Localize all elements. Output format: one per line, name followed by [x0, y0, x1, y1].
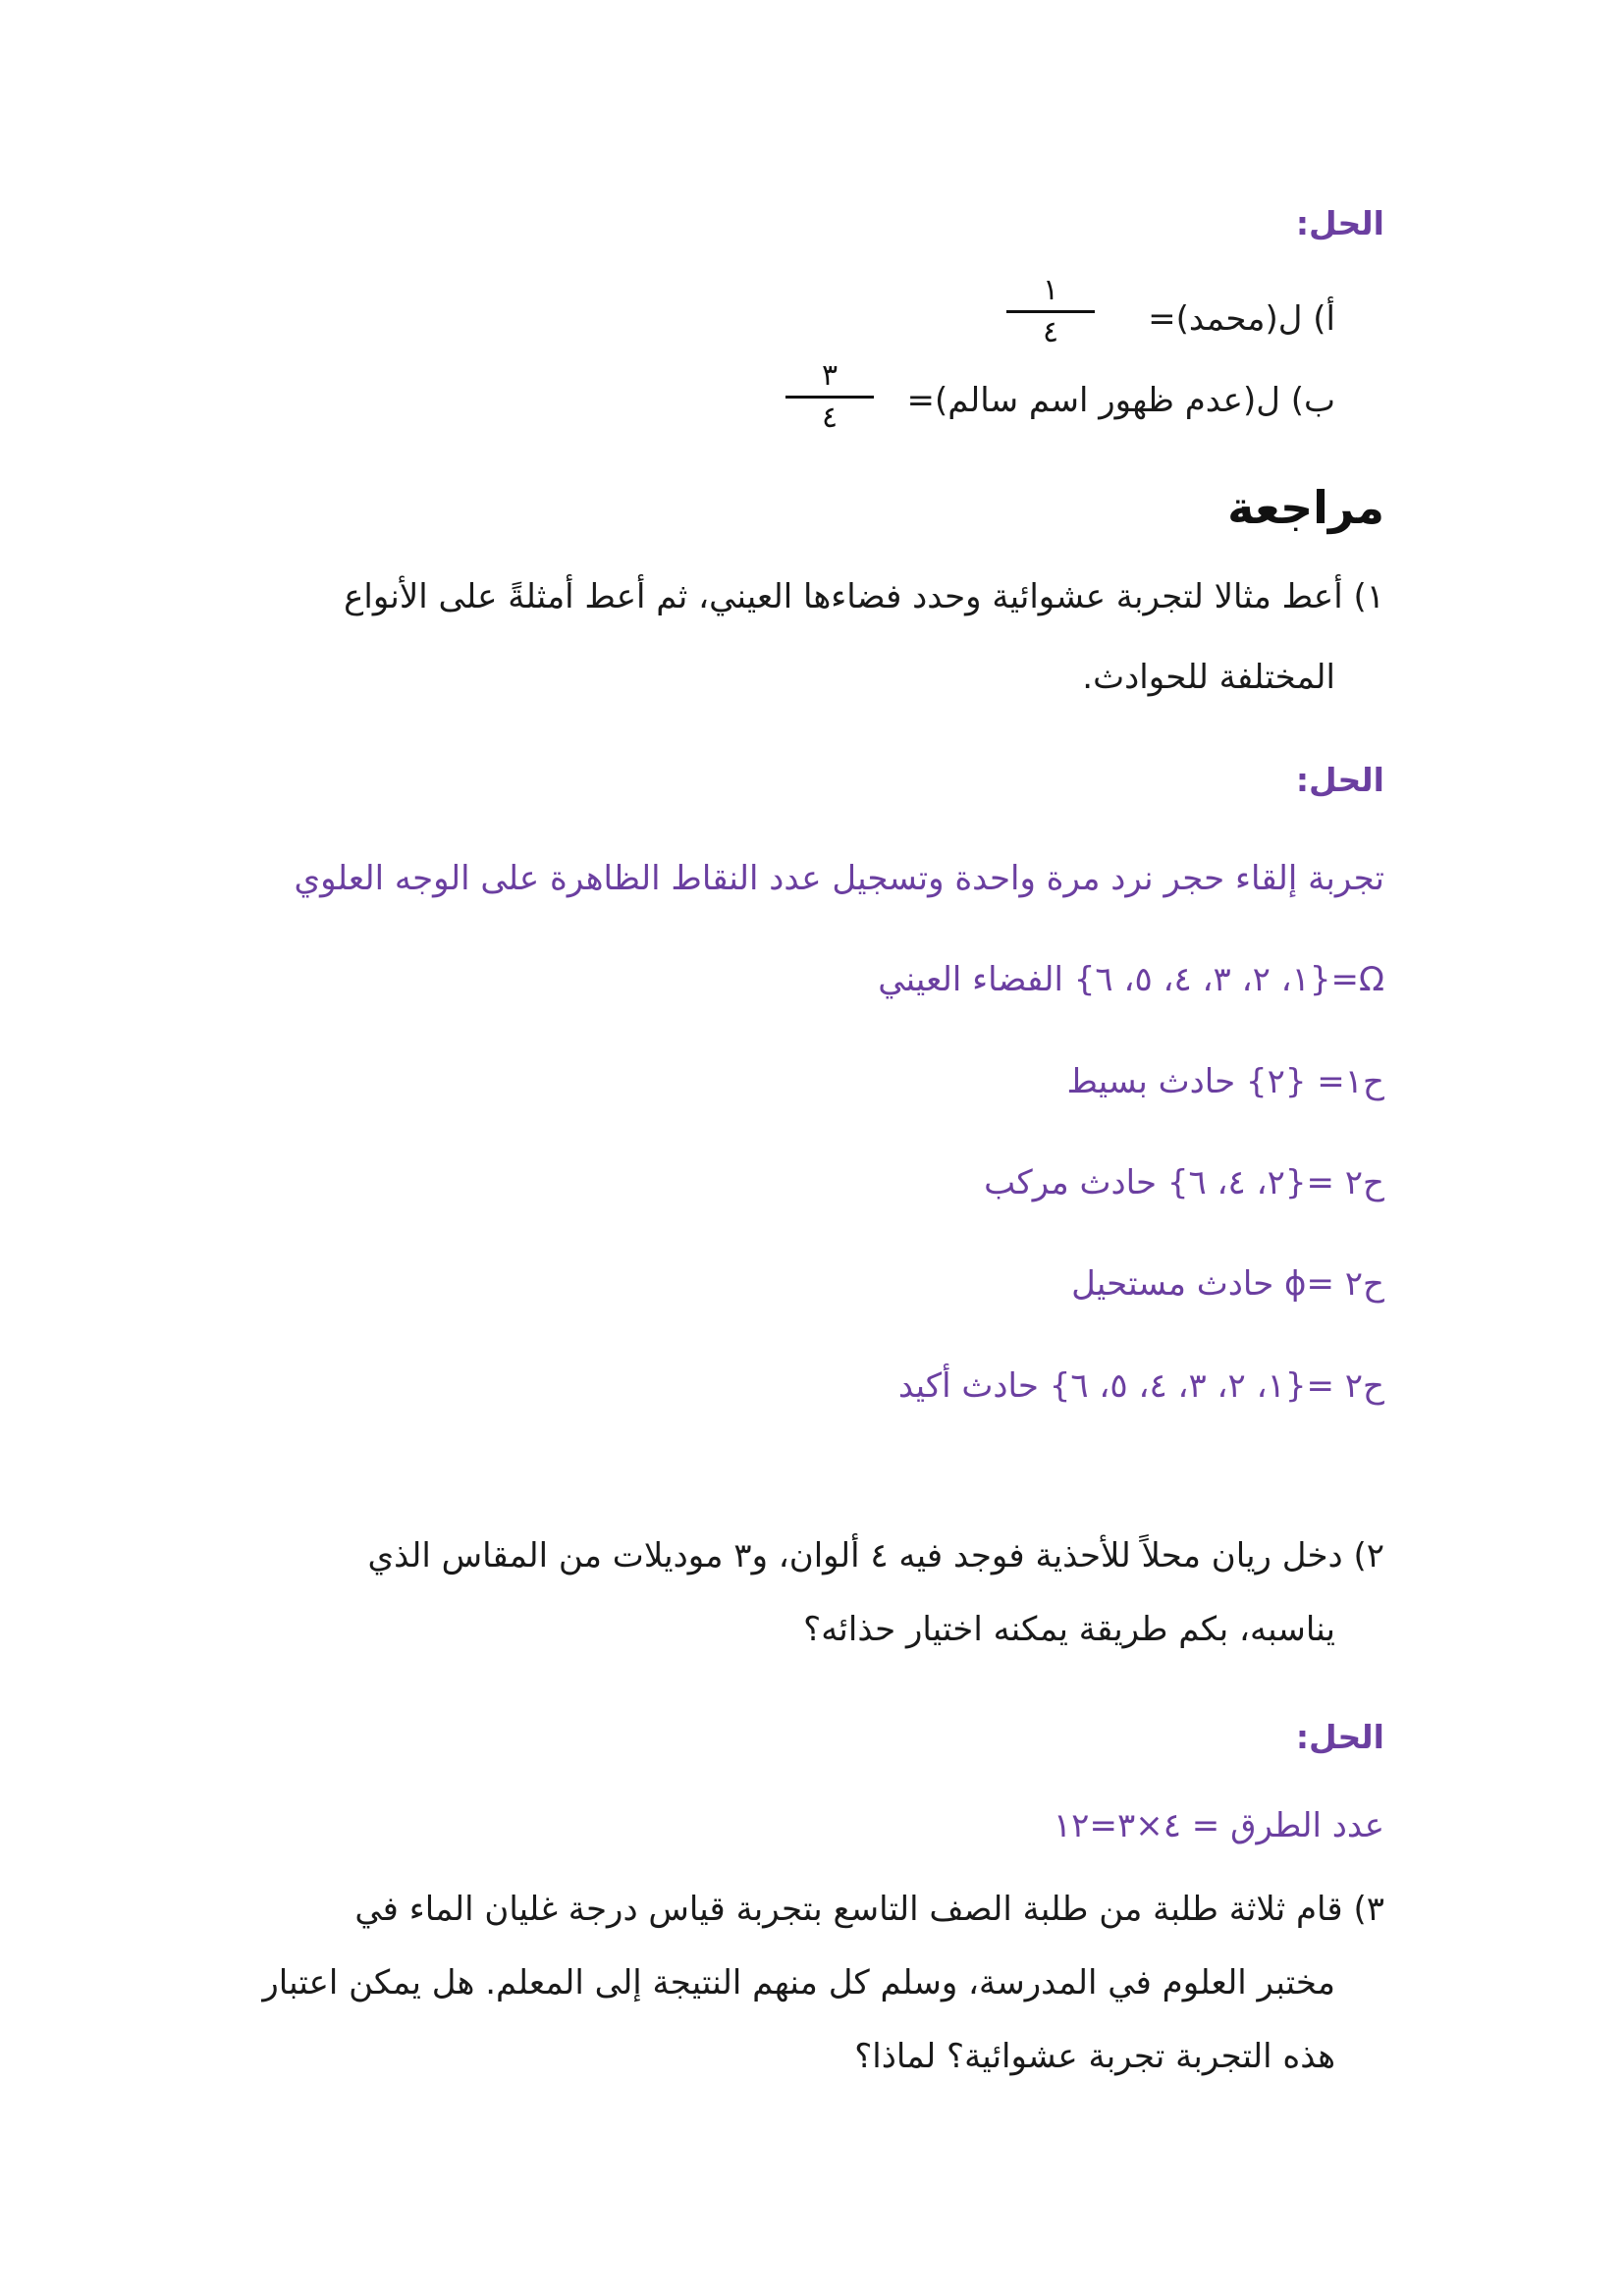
answer-1-simple-event: ح١= {٢} حادث بسيط: [1066, 1062, 1384, 1101]
review-heading: مراجعة: [1227, 481, 1384, 534]
question-1-line-1: ١) أعط مثالا لتجربة عشوائية وحدد فضاءها العيني، ثم أعط أمثلةً على الأنواع: [344, 577, 1384, 616]
fraction-a-denominator: ٤: [1042, 315, 1059, 349]
solution-label-3: الحل:: [1295, 1718, 1384, 1756]
answer-1-certain-event: ح٢ ={١، ٢، ٣، ٤، ٥، ٦} حادث أكيد: [897, 1366, 1384, 1406]
answer-1-experiment: تجربة إلقاء حجر نرد مرة واحدة وتسجيل عدد النقاط الظاهرة على الوجه العلوي: [294, 859, 1384, 898]
part-a-text: أ) ل(محمد)=: [1148, 299, 1335, 339]
answer-2: عدد الطرق = ٤×٣=١٢: [1053, 1806, 1384, 1845]
fraction-a-bar: [1006, 310, 1095, 313]
fraction-b-numerator: ٣: [821, 358, 839, 393]
fraction-a: [1006, 273, 1095, 350]
question-2-line-1: ٢) دخل ريان محلاً للأحذية فوجد فيه ٤ ألوان، و٣ موديلات من المقاس الذي: [367, 1536, 1384, 1575]
answer-1-compound-event: ح٢ ={٢، ٤، ٦} حادث مركب: [984, 1163, 1384, 1202]
solution-label-1: الحل:: [1295, 204, 1384, 242]
question-3-line-1: ٣) قام ثلاثة طلبة من طلبة الصف التاسع بتجربة قياس درجة غليان الماء في: [354, 1890, 1384, 1929]
fraction-b: [785, 358, 874, 436]
fraction-b-denominator: ٤: [821, 400, 839, 435]
question-3-line-3: هذه التجربة تجربة عشوائية؟ لماذا؟: [854, 2037, 1335, 2076]
answer-1-sample-space: Ω={١، ٢، ٣، ٤، ٥، ٦} الفضاء العيني: [878, 960, 1384, 999]
fraction-a-numerator: ١: [1042, 273, 1059, 307]
fraction-b-bar: [785, 396, 874, 399]
solution-label-2: الحل:: [1295, 761, 1384, 799]
question-2-line-2: يناسبه، بكم طريقة يمكنه اختيار حذائه؟: [803, 1610, 1335, 1649]
question-3-line-2: مختبر العلوم في المدرسة، وسلم كل منهم النتيجة إلى المعلم. هل يمكن اعتبار: [262, 1963, 1335, 2002]
part-b-text: ب) ل(عدم ظهور اسم سالم)=: [906, 381, 1335, 420]
answer-1-impossible-event: ح٢ =ϕ حادث مستحيل: [1071, 1264, 1384, 1304]
question-1-line-2: المختلفة للحوادث.: [1082, 658, 1335, 697]
